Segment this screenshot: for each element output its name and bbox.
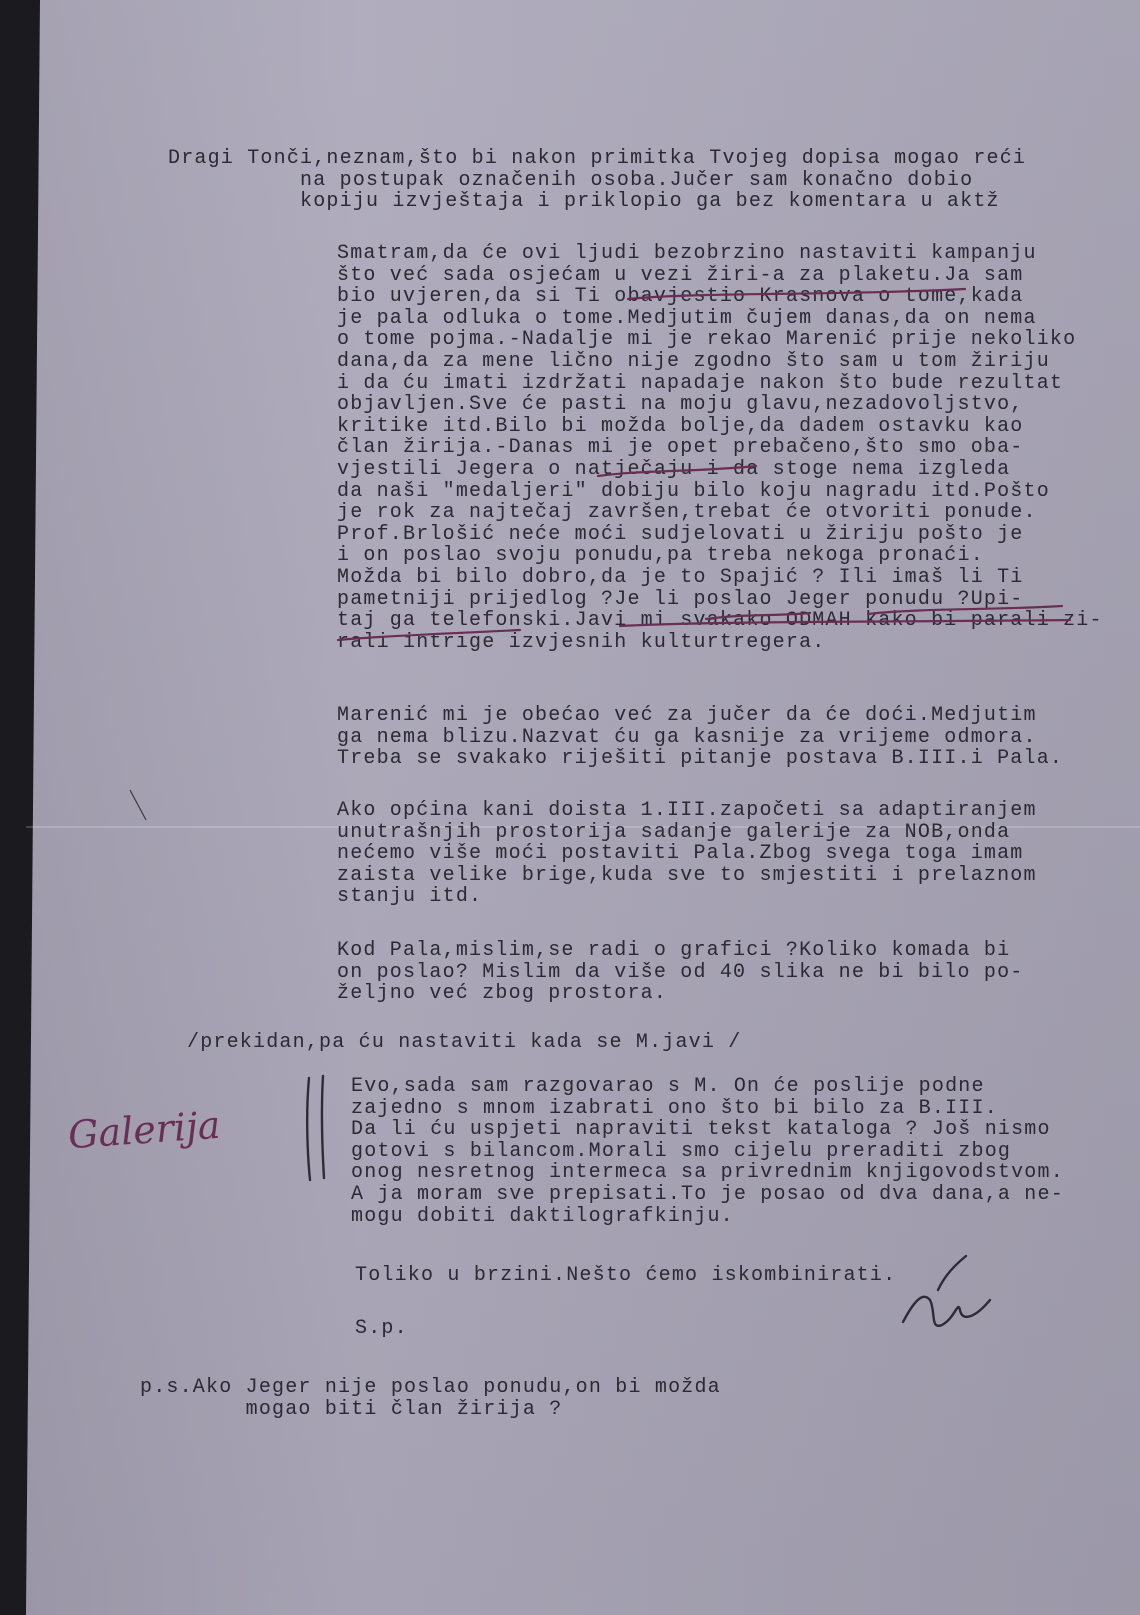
underline-poslao-jeger	[620, 620, 1070, 626]
text-line: Evo,sada sam razgovarao s M. On će poslije podne	[351, 1075, 985, 1098]
text-line: stanju itd.	[337, 885, 483, 909]
text-line: ga nema blizu.Nazvat ću ga kasnije za vrijeme odmora.	[337, 725, 1037, 749]
text-line: Kod Pala,mislim,se radi o grafici ?Koliko komada bi	[337, 939, 1011, 962]
text-line: je pala odluka o tome.Medjutim čujem danas,da on nema	[337, 306, 1037, 330]
text-line: željno već zbog prostora.	[337, 982, 668, 1006]
signoff: S.p.	[355, 1317, 408, 1340]
text-line: član žirija.-Danas mi je opet prebačeno,što smo oba-	[337, 436, 1024, 460]
text-line: mogao biti član žirija ?	[140, 1397, 563, 1421]
text-line: da naši "medaljeri" dobiju bilo koju nagradu itd.Pošto	[337, 479, 1050, 503]
text-line: Marenić mi je obećao već za jučer da će doći.Medjutim	[337, 704, 1037, 727]
underline-ziri-plaketu	[628, 289, 965, 299]
text-line: A ja moram sve prepisati.To je posao od dva dana,a ne-	[351, 1182, 1064, 1206]
interruption-note: /prekidan,pa ću nastaviti kada se M.javi /	[187, 1031, 742, 1054]
text-line: Smatram,da će ovi ljudi bezobrzino nastaviti kampanju	[337, 242, 1037, 265]
text-line: taj ga telefonski.Javi mi svakako ODMAH kako bi parali zi-	[337, 609, 1103, 633]
margin-mark	[130, 790, 146, 820]
text-line: gotovi s bilancom.Morali smo cijelu preraditi zbog	[351, 1139, 1012, 1163]
underline-ili-imas	[868, 606, 1062, 614]
margin-bar-left	[307, 1078, 310, 1180]
margin-bar-right	[322, 1076, 324, 1178]
text-line: i da ću imati izdržati napadaje nakon što bude rezultat	[337, 371, 1064, 395]
text-line: dana,da za mene lično nije zgodno što sam u tom žiriju	[337, 349, 1050, 373]
text-line: je rok za najtečaj završen,trebat će otvoriti ponude.	[337, 501, 1037, 525]
underline-spajic	[706, 613, 810, 619]
text-line: kopiju izvještaja i priklopio ga bez komentara u aktž	[168, 190, 1000, 214]
text-line: Da li ću uspjeti napraviti tekst kataloga ? Još nismo	[351, 1118, 1051, 1142]
text-line: p.s.Ako Jeger nije poslao ponudu,on bi možda	[140, 1376, 721, 1399]
text-line: o tome pojma.-Nadalje mi je rekao Marenić prije nekoliko	[337, 328, 1077, 352]
text-line: unutrašnjih prostorija sadanje galerije za NOB,onda	[337, 820, 1011, 844]
text-line: bio uvjeren,da si Ti obavjestio Krasnova o tome,kada	[337, 285, 1024, 309]
text-line: rali intrige izvjesnih kulturtregera.	[337, 630, 826, 654]
closing-line: Toliko u brzini.Nešto ćemo iskombinirati.	[355, 1264, 897, 1287]
underline-pametniji	[338, 630, 520, 640]
signature-stroke-2	[938, 1256, 966, 1290]
text-line: zaista velike brige,kuda sve to smjestiti i prelaznom	[337, 863, 1037, 887]
margin-note: Galerija	[66, 1102, 222, 1158]
text-line: onog nesretnog intermeca sa privrednim knjigovodstvom.	[351, 1161, 1064, 1185]
text-line: na postupak označenih osoba.Jučer sam konačno dobio	[168, 168, 974, 192]
text-line: Prof.Brlošić neće moći sudjelovati u žiriju pošto je	[337, 522, 1024, 546]
text-line: pametniji prijedlog ?Je li poslao Jeger ponudu ?Upi-	[337, 587, 1024, 611]
text-line: objavljen.Sve će pasti na moju glavu,nezadovoljstvo,	[337, 393, 1024, 417]
text-line: kritike itd.Bilo bi možda bolje,da dadem ostavku kao	[337, 414, 1024, 438]
text-line: zajedno s mnom izabrati ono što bi bilo za B.III.	[351, 1096, 998, 1120]
text-line: Možda bi bilo dobro,da je to Spajić ? Ili imaš li Ti	[337, 565, 1024, 589]
text-line: Dragi Tonči,neznam,što bi nakon primitka Tvojeg dopisa mogao reći	[168, 147, 1027, 170]
text-line: što već sada osjećam u vezi žiri-a za plaketu.Ja sam	[337, 263, 1024, 287]
text-line: vjestili Jegera o natječaju i da stoge nema izgleda	[337, 457, 1011, 481]
text-line: on poslao? Mislim da više od 40 slika ne bi bilo po-	[337, 960, 1024, 984]
signature-stroke	[903, 1297, 990, 1326]
text-line: Treba se svakako riješiti pitanje postava B.III.i Pala.	[337, 747, 1064, 771]
text-line: nećemo više moći postaviti Pala.Zbog svega toga imam	[337, 842, 1024, 866]
underline-prebaceno	[598, 466, 756, 476]
text-line: mogu dobiti daktilografkinju.	[351, 1204, 734, 1228]
text-line: i on poslao svoju ponudu,pa treba nekoga pronaći.	[337, 544, 984, 568]
text-line: Ako općina kani doista 1.III.započeti sa adaptiranjem	[337, 799, 1037, 822]
